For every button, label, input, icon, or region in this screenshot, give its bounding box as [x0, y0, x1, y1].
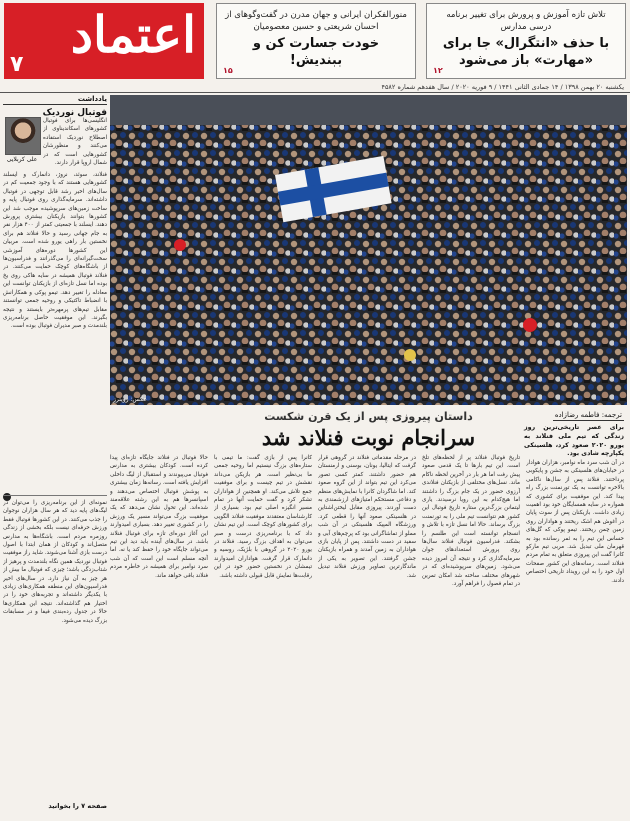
column-text: تاریخ فوتبال فنلاند پر از لحظه‌های تلخ است. این تیم بارها تا یک قدمی صعود پیش رفت اما هر بار در آخرین لحظه ناکام ماند. نسل‌های مختلفی از بازیکنان فنلاندی آرزوی حضور در یک جام بزرگ را داشتند اما هیچ‌کدام به این رویا نرسیدند. یاری لیتمانن بزرگ‌ترین ستاره تاریخ فوتبال این کشور هم نتوانست تیم ملی را به تورنمنت بزرگ برساند. حالا اما نسل تازه با تلاش و انسجام توانسته است این طلسم را بشکند. فدراسیون فوتبال فنلاند سال‌ها روی پرورش استعدادهای جوان سرمایه‌گذاری کرد و نتیجه آن امروز دیده می‌شود. زمین‌های سرپوشیده‌ای که در شهرهای مختلف ساخته شد امکان تمرین در تمام فصول را فراهم آورد. — [422, 455, 520, 588]
opinion-sidebar — [3, 95, 107, 810]
column-text: کانرا پس از بازی گفت: ما تیمی با ستاره‌های بزرگ نیستیم اما روحیه جمعی ما بی‌نظیر است. هر بازیکن می‌داند نقشش در تیم چیست و برای موفقیت جمع تلاش می‌کند. او همچنین از هواداران تشکر کرد و گفت حمایت آنها در تمام مسیر انگیزه اصلی تیم بود. بسیاری از کارشناسان معتقدند موفقیت فنلاند الگویی برای کشورهای کوچک است. این تیم نشان داد که با برنامه‌ریزی درست و صبر می‌توان به اهداف بزرگ رسید. فنلاند در یورو ۲۰۲۰ در گروهی با بلژیک، روسیه و دانمارک قرار گرفت. هواداران امیدوارند تیمشان در نخستین حضور خود در این رقابت‌ها نمایش قابل قبولی داشته باشد. — [214, 455, 312, 579]
masthead — [0, 0, 630, 82]
article-column — [526, 459, 624, 821]
promo-box-education[interactable] — [426, 3, 626, 79]
photo-credit: عکس: رویترز — [113, 396, 147, 403]
newspaper-logo[interactable] — [4, 3, 204, 79]
logo-wordmark: اعتماد — [70, 5, 196, 64]
promo-page-number: ۱۵ — [223, 66, 233, 75]
sidebar-text-continued: نمونه‌ای از این برنامه‌ریزی را می‌توان در لیگ‌های پایه دید که هر سال هزاران نوجوان را جذب می‌کنند. در این کشورها فوتبال فقط ورزش حرفه‌ای نیست بلکه بخشی از زندگی روزمره مردم است. باشگاه‌ها به مدارس متصل‌اند و کودکان از همان ابتدا با اصول درست بازی آشنا می‌شوند. شاید راز موفقیت فوتبال نوردیک همین نگاه بلندمدت و پرهیز از شتاب‌زدگی باشد؛ چیزی که فوتبال ما بیش از هر چیز به آن نیاز دارد. در سال‌های اخیر فدراسیون‌های این منطقه همکاری‌های زیادی با یکدیگر داشته‌اند و تجربه‌های خود را در اختیار هم گذاشته‌اند. نتیجه این همکاری‌ها حالا در جدول رده‌بندی فیفا و در مسابقات بزرگ دیده می‌شود. — [3, 500, 107, 624]
promo-headline: خودت جسارت کن و ببندیش! — [252, 36, 380, 68]
promo-kicker: تلاش تازه آموزش و پرورش برای تغییر برنامه درسی مدارس — [446, 10, 606, 32]
dateline-text: یکشنبه ۲۰ بهمن ۱۳۹۸ / ۱۴ جمادی الثانی ۱۴۴۱ / ۹ فوریه ۲۰۲۰ / سال هفدهم شماره ۴۵۸۲ — [381, 83, 624, 91]
column-text: در آن شب سرد ماه نوامبر، هزاران هوادار در خیابان‌های هلسینکی به جشن و پایکوبی پرداختند. فنلاند پس از سال‌ها ناکامی بالاخره توانست به یک تورنمنت بزرگ راه پیدا کند. این موفقیت برای کشوری که همواره در سایه همسایگان خود بود اهمیت زیادی داشت. بازیکنان پس از سوت پایان در آغوش هم اشک ریختند و هواداران روی زمین چمن ریختند. تیمو پوکی که گل‌های حساس این تیم را به ثمر رسانده بود به قهرمان ملی تبدیل شد. مربی تیم مارکو کانرا گفت این پیروزی متعلق به تمام مردم فنلاند است. رسانه‌های این کشور صفحات اول خود را به این رویداد تاریخی اختصاص دادند. — [526, 460, 624, 584]
crowd-photo-image — [110, 95, 627, 405]
article-column — [110, 454, 208, 816]
sidebar-text-intro: انگلیسی‌ها برای فوتبال کشورهای اسکاندیناوی از اصطلاح نوردیک استفاده می‌کنند و منظورشان کشورهایی است که در شمال اروپا قرار دارند. — [43, 118, 107, 167]
promo-headline: با حذف «انتگرال» جا برای «مهارت» باز می‌شود — [442, 36, 610, 68]
author-name: علی کربلایی — [6, 156, 38, 163]
dateline — [0, 82, 630, 93]
article-columns — [110, 454, 627, 816]
article-column — [318, 454, 416, 816]
divider — [3, 495, 107, 496]
sidebar-title[interactable]: فوتبال نوردیک — [42, 108, 107, 118]
section-label: یادداشت — [3, 95, 107, 105]
article-kicker: داستان پیروزی پس از یک قرن شکست — [264, 410, 473, 423]
lead-article — [110, 408, 627, 816]
article-lead: برای عصر تاریخی‌ترین روز زندگی که تیم ملی فنلاند به یورو ۲۰۲۰ صعود کرد، هلسینکی یکپارچه شادی بود. — [524, 424, 625, 458]
byline: ترجمه: فاطمه رضازاده — [554, 411, 622, 419]
promo-page-number: ۱۲ — [433, 66, 443, 75]
promo-kicker: منورالفکران ایرانی و جهان مدرن در گفت‌وگوهای از احسان شریعتی و حسین معصومیان — [225, 10, 407, 32]
crowd-photo — [110, 95, 627, 405]
author-photo — [5, 117, 41, 155]
page-number: ۷ — [10, 52, 24, 77]
promo-box-culture[interactable] — [216, 3, 416, 79]
article-column — [422, 454, 520, 816]
author-box — [3, 117, 41, 167]
sidebar-text-body: فنلاند، سوئد، نروژ، دانمارک و ایسلند کشورهایی هستند که با وجود جمعیت کم در سال‌های اخیر رشد قابل توجهی در فوتبال داشته‌اند. سرمایه‌گذاری روی فوتبال پایه و ساخت زمین‌های سرپوشیده موجب شد این کشورها بتوانند بازیکنان بیشتری پرورش دهند. ایسلند با جمعیتی کمتر از ۴۰۰ هزار نفر به جام جهانی رسید و حالا فنلاند هم برای نخستین بار راهی یورو شده است. مربیان این کشورها دوره‌های آموزشی سخت‌گیرانه‌ای را می‌گذرانند و فدراسیون‌ها از باشگاه‌های کوچک حمایت می‌کنند. در فنلاند فوتبال همیشه در سایه هاکی روی یخ بوده اما نسل تازه‌ای از بازیکنان توانست این معادله را تغییر دهد. تیمو پوکی و همکارانش با انضباط تاکتیکی و روحیه جمعی توانستند مقابل تیم‌های پرمهره‌تر بایستند و نتیجه بگیرند. این موفقیت حاصل برنامه‌ریزی بلندمدت و صبر مدیران فوتبال بوده است. — [3, 172, 107, 330]
column-text: حالا فوتبال در فنلاند جایگاه تازه‌ای پیدا کرده است. کودکان بیشتری به مدارس فوتبال می‌پیوندند و استقبال از لیگ داخلی افزایش یافته است. رسانه‌ها زمان بیشتری به پوشش فوتبال اختصاص می‌دهند و اسپانسرها هم به این رشته علاقه‌مند شده‌اند. این تحول نشان می‌دهد که یک موفقیت بزرگ می‌تواند مسیر یک ورزش را در کشوری تغییر دهد. بسیاری امیدوارند این آغاز دوره‌ای تازه برای فوتبال فنلاند باشد. در سال‌های آینده باید دید این تیم می‌تواند جایگاه خود را حفظ کند یا نه. اما آنچه مسلم است این است که آن شب سرد نوامبر برای همیشه در خاطره مردم فنلاند باقی خواهد ماند. — [110, 455, 208, 579]
article-column — [214, 454, 312, 816]
column-text: در مرحله مقدماتی فنلاند در گروهی قرار گرفت که ایتالیا، یونان، بوسنی و ارمنستان هم حضور داشتند. کمتر کسی تصور می‌کرد این تیم بتواند از این گروه صعود کند. اما شاگردان کانرا با نمایش‌های منظم و دفاعی مستحکم امتیازهای ارزشمندی به دست آوردند. پیروزی مقابل لیختن‌اشتاین در هلسینکی صعود آنها را قطعی کرد. ورزشگاه المپیک هلسینکی در آن شب مملو از تماشاگرانی بود که پرچم‌های آبی و سفید در دست داشتند. پس از پایان بازی هواداران به زمین آمدند و همراه بازیکنان جشن گرفتند. این تصویر به یکی از ماندگارترین تصاویر ورزش فنلاند تبدیل شد. — [318, 455, 416, 579]
continued-link[interactable]: صفحه ۷ را بخوانید — [48, 802, 107, 810]
article-headline[interactable]: سرانجام نوبت فنلاند شد — [261, 425, 476, 450]
